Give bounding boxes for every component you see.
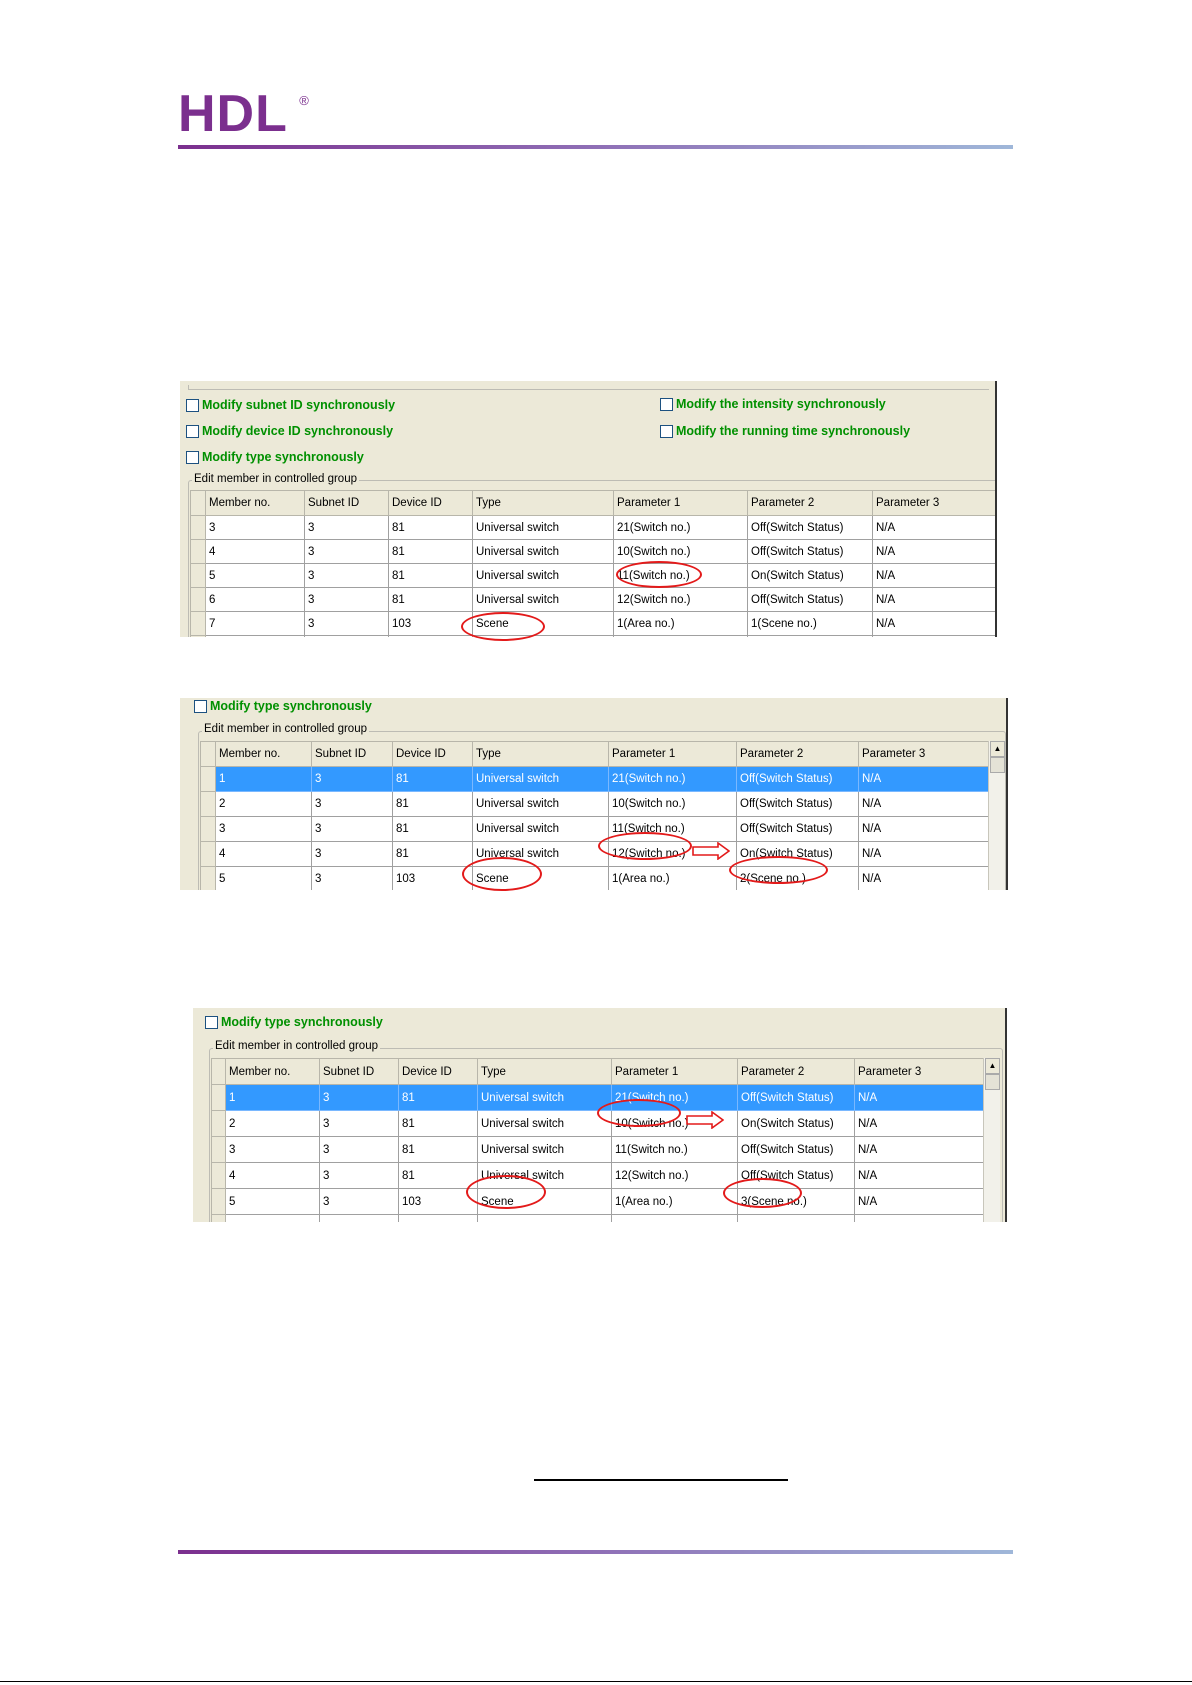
cell[interactable]: Universal switch	[478, 1111, 612, 1137]
underline	[534, 1479, 788, 1481]
cell[interactable]: 81	[389, 588, 473, 612]
cell[interactable]: 3	[312, 842, 393, 867]
row-header[interactable]	[201, 792, 216, 817]
cell[interactable]: 81	[399, 1137, 478, 1163]
cell[interactable]	[855, 1215, 984, 1223]
cell[interactable]	[748, 636, 873, 638]
cell[interactable]: 1(Area no.)	[612, 1189, 738, 1215]
cell[interactable]: Universal switch	[473, 564, 614, 588]
col-header[interactable]: Member no.	[226, 1059, 320, 1085]
cell[interactable]: 3	[305, 564, 389, 588]
col-header[interactable]: Device ID	[399, 1059, 478, 1085]
row-header[interactable]	[212, 1085, 226, 1111]
cell[interactable]: 3	[320, 1137, 399, 1163]
col-header[interactable]: Parameter 1	[609, 742, 737, 767]
table-row[interactable]	[201, 842, 989, 867]
cell[interactable]: 4	[206, 540, 305, 564]
cell[interactable]: Off(Switch Status)	[738, 1137, 855, 1163]
checkbox[interactable]	[660, 425, 673, 438]
footer-rule	[178, 1550, 1013, 1554]
cell[interactable]: 3	[320, 1189, 399, 1215]
cell[interactable]: On(Switch Status)	[737, 842, 859, 867]
table-row-selected[interactable]	[201, 767, 989, 792]
option-label: Modify the intensity synchronously	[676, 397, 886, 411]
row-header[interactable]	[212, 1189, 226, 1215]
cell[interactable]: 7	[206, 612, 305, 636]
cell[interactable]	[614, 636, 748, 638]
cell[interactable]: 81	[399, 1163, 478, 1189]
row-header[interactable]	[212, 1215, 226, 1223]
cell[interactable]: 11(Switch no.)	[614, 564, 748, 588]
cell[interactable]: 81	[389, 516, 473, 540]
cell[interactable]: N/A	[873, 516, 998, 540]
row-header[interactable]	[191, 636, 206, 638]
option-type[interactable]	[186, 450, 364, 464]
member-table	[211, 1058, 984, 1222]
option-subnet-id[interactable]	[186, 398, 395, 412]
checkbox[interactable]	[186, 451, 199, 464]
cell[interactable]: On(Switch Status)	[748, 564, 873, 588]
col-header[interactable]: Parameter 1	[612, 1059, 738, 1085]
row-header[interactable]	[191, 612, 206, 636]
vertical-scrollbar[interactable]	[983, 1058, 1000, 1222]
col-header[interactable]: Parameter 3	[855, 1059, 984, 1085]
group-title: Edit member in controlled group	[204, 723, 367, 735]
cell[interactable]: Universal switch	[473, 588, 614, 612]
header-row	[212, 1059, 984, 1085]
cell[interactable]: 10(Switch no.)	[614, 540, 748, 564]
cell[interactable]	[478, 1215, 612, 1223]
col-header[interactable]: Member no.	[206, 491, 305, 516]
cell[interactable]: 3	[305, 540, 389, 564]
option-type[interactable]	[194, 699, 372, 713]
cell[interactable]	[873, 636, 998, 638]
option-label: Modify the running time synchronously	[676, 424, 911, 438]
table-row[interactable]	[212, 1163, 984, 1189]
cell[interactable]: 3	[312, 817, 393, 842]
cell[interactable]: N/A	[859, 767, 989, 792]
cell[interactable]: N/A	[873, 540, 998, 564]
cell[interactable]: 5	[226, 1189, 320, 1215]
cell[interactable]: N/A	[859, 842, 989, 867]
cell[interactable]: 103	[393, 867, 473, 891]
col-header[interactable]: Subnet ID	[320, 1059, 399, 1085]
cell[interactable]: N/A	[855, 1085, 984, 1111]
checkbox[interactable]	[186, 399, 199, 412]
row-header[interactable]	[201, 817, 216, 842]
scroll-up-icon[interactable]: ▲	[990, 741, 1005, 757]
col-header[interactable]: Type	[473, 742, 609, 767]
cell[interactable]: 5	[206, 564, 305, 588]
cell[interactable]: 81	[393, 842, 473, 867]
col-header[interactable]: Parameter 3	[873, 491, 998, 516]
cell[interactable]: Universal switch	[478, 1137, 612, 1163]
cell[interactable]: 3	[305, 516, 389, 540]
cell[interactable]: 10(Switch no.)	[609, 792, 737, 817]
cell[interactable]: Scene	[478, 1189, 612, 1215]
option-label: Modify type synchronously	[221, 1015, 383, 1029]
member-table	[190, 490, 997, 637]
cell[interactable]	[305, 636, 389, 638]
cell[interactable]: 3	[305, 612, 389, 636]
table-row[interactable]	[212, 1137, 984, 1163]
col-header[interactable]: Subnet ID	[312, 742, 393, 767]
cell[interactable]: N/A	[873, 588, 998, 612]
cell[interactable]: 3	[305, 588, 389, 612]
cell[interactable]: Off(Switch Status)	[748, 588, 873, 612]
cell[interactable]: 12(Switch no.)	[612, 1163, 738, 1189]
cell[interactable]: 10(Switch no.)	[612, 1111, 738, 1137]
group-title: Edit member in controlled group	[194, 473, 357, 485]
cell[interactable]: 11(Switch no.)	[612, 1137, 738, 1163]
row-header[interactable]	[201, 767, 216, 792]
cell[interactable]: 81	[393, 817, 473, 842]
col-header[interactable]: Device ID	[389, 491, 473, 516]
cell[interactable]: 1	[216, 767, 312, 792]
cell[interactable]: N/A	[855, 1137, 984, 1163]
cell[interactable]: 81	[389, 540, 473, 564]
screenshot-2	[180, 698, 1008, 890]
checkbox[interactable]	[186, 425, 199, 438]
cell[interactable]: Universal switch	[478, 1163, 612, 1189]
col-header[interactable]: Parameter 2	[748, 491, 873, 516]
cell[interactable]: 3	[312, 767, 393, 792]
col-header[interactable]: Type	[473, 491, 614, 516]
row-header[interactable]	[191, 588, 206, 612]
row-header[interactable]	[191, 516, 206, 540]
cell[interactable]: N/A	[855, 1163, 984, 1189]
cell[interactable]: 3(Scene no.)	[738, 1189, 855, 1215]
cell[interactable]: 4	[226, 1163, 320, 1189]
cell[interactable]: 1	[226, 1085, 320, 1111]
logo-text: HDL	[178, 85, 288, 143]
cell[interactable]: Off(Switch Status)	[737, 817, 859, 842]
cell[interactable]: 1(Scene no.)	[748, 612, 873, 636]
cell[interactable]	[320, 1215, 399, 1223]
col-header[interactable]: Parameter 3	[859, 742, 989, 767]
table-row[interactable]	[191, 516, 998, 540]
cell[interactable]: 3	[206, 516, 305, 540]
cell[interactable]: 3	[226, 1137, 320, 1163]
group-title: Edit member in controlled group	[215, 1040, 378, 1052]
table-row[interactable]	[212, 1215, 984, 1223]
col-header[interactable]: Type	[478, 1059, 612, 1085]
option-label: Modify type synchronously	[202, 450, 364, 464]
table-row[interactable]	[191, 636, 998, 638]
option-label: Modify subnet ID synchronously	[202, 398, 396, 412]
cell[interactable]: 1(Area no.)	[614, 612, 748, 636]
registered-mark: ®	[299, 93, 310, 108]
cell[interactable]: N/A	[873, 612, 998, 636]
scroll-thumb[interactable]	[985, 1074, 1000, 1090]
header-row	[201, 742, 989, 767]
cell[interactable]: N/A	[859, 867, 989, 891]
cell[interactable]: 2(Scene no.)	[737, 867, 859, 891]
cell[interactable]: Off(Switch Status)	[738, 1085, 855, 1111]
cell[interactable]: Universal switch	[478, 1085, 612, 1111]
cell[interactable]: N/A	[859, 817, 989, 842]
screenshot-3	[193, 1008, 1007, 1222]
cell[interactable]: 103	[399, 1189, 478, 1215]
checkbox[interactable]	[205, 1016, 218, 1029]
cell[interactable]: Universal switch	[473, 767, 609, 792]
row-header-corner	[212, 1059, 226, 1085]
cell[interactable]: 2	[216, 792, 312, 817]
checkbox[interactable]	[660, 398, 673, 411]
page-edge-line	[0, 1681, 1192, 1682]
cell[interactable]: Universal switch	[473, 817, 609, 842]
cell[interactable]: Off(Switch Status)	[748, 516, 873, 540]
row-header[interactable]	[212, 1111, 226, 1137]
table-row[interactable]	[191, 540, 998, 564]
table-row[interactable]	[191, 612, 998, 636]
col-header[interactable]: Member no.	[216, 742, 312, 767]
table-row[interactable]	[201, 817, 989, 842]
cell[interactable]: 81	[389, 564, 473, 588]
cell[interactable]: 4	[216, 842, 312, 867]
option-label: Modify type synchronously	[210, 699, 372, 713]
row-header[interactable]	[212, 1163, 226, 1189]
cell[interactable]: 81	[393, 792, 473, 817]
table-row[interactable]	[201, 792, 989, 817]
row-header-corner	[191, 491, 206, 516]
cell[interactable]: 81	[399, 1111, 478, 1137]
cell[interactable]: Off(Switch Status)	[737, 767, 859, 792]
cell[interactable]: 103	[389, 612, 473, 636]
cell[interactable]: 81	[393, 767, 473, 792]
row-header[interactable]	[191, 564, 206, 588]
cell[interactable]: 11(Switch no.)	[609, 817, 737, 842]
cell[interactable]: Off(Switch Status)	[738, 1163, 855, 1189]
cell[interactable]: Scene	[473, 867, 609, 891]
row-header[interactable]	[201, 867, 216, 891]
cell[interactable]	[206, 636, 305, 638]
cell[interactable]: 21(Switch no.)	[609, 767, 737, 792]
cell[interactable]: N/A	[855, 1189, 984, 1215]
cell[interactable]: 3	[320, 1111, 399, 1137]
table-row[interactable]	[191, 564, 998, 588]
vertical-scrollbar[interactable]	[988, 741, 1005, 890]
cell[interactable]: 2	[226, 1111, 320, 1137]
table-row[interactable]	[212, 1189, 984, 1215]
cell[interactable]: 21(Switch no.)	[612, 1085, 738, 1111]
row-header-corner	[201, 742, 216, 767]
col-header[interactable]: Parameter 2	[737, 742, 859, 767]
member-table	[200, 741, 989, 890]
cell[interactable]: 12(Switch no.)	[614, 588, 748, 612]
upper-groupbox-edge	[188, 385, 989, 390]
table-row[interactable]	[212, 1111, 984, 1137]
cell[interactable]: Universal switch	[473, 516, 614, 540]
cell[interactable]: Universal switch	[473, 540, 614, 564]
cell[interactable]: 3	[320, 1085, 399, 1111]
scroll-thumb[interactable]	[990, 757, 1005, 773]
hdl-logo	[178, 85, 310, 143]
option-device-id[interactable]	[186, 424, 393, 438]
checkbox[interactable]	[194, 700, 207, 713]
cell[interactable]: 1(Area no.)	[609, 867, 737, 891]
cell[interactable]: Scene	[473, 612, 614, 636]
row-header[interactable]	[191, 540, 206, 564]
cell[interactable]: 3	[312, 867, 393, 891]
header-row	[191, 491, 998, 516]
cell[interactable]: Universal switch	[473, 842, 609, 867]
col-header[interactable]: Parameter 2	[738, 1059, 855, 1085]
option-intensity[interactable]	[660, 397, 886, 411]
cell[interactable]: N/A	[859, 792, 989, 817]
cell[interactable]	[389, 636, 473, 638]
option-running-time[interactable]	[660, 424, 910, 438]
row-header[interactable]	[201, 842, 216, 867]
option-type[interactable]	[205, 1015, 383, 1029]
cell[interactable]: 21(Switch no.)	[614, 516, 748, 540]
cell[interactable]	[473, 636, 614, 638]
cell[interactable]: N/A	[855, 1111, 984, 1137]
cell[interactable]: Off(Switch Status)	[737, 792, 859, 817]
col-header[interactable]: Device ID	[393, 742, 473, 767]
cell[interactable]: 6	[206, 588, 305, 612]
cell[interactable]: 3	[216, 817, 312, 842]
row-header[interactable]	[212, 1137, 226, 1163]
table-row-selected[interactable]	[212, 1085, 984, 1111]
cell[interactable]: On(Switch Status)	[738, 1111, 855, 1137]
cell[interactable]	[226, 1215, 320, 1223]
cell[interactable]: N/A	[873, 564, 998, 588]
cell[interactable]: 5	[216, 867, 312, 891]
cell[interactable]	[399, 1215, 478, 1223]
header-rule	[178, 145, 1013, 149]
cell[interactable]: 3	[312, 792, 393, 817]
table-row[interactable]	[191, 588, 998, 612]
cell[interactable]: Off(Switch Status)	[748, 540, 873, 564]
cell[interactable]: 3	[320, 1163, 399, 1189]
cell[interactable]: Universal switch	[473, 792, 609, 817]
cell[interactable]: 81	[399, 1085, 478, 1111]
screenshot-1	[180, 381, 997, 637]
table-row[interactable]	[201, 867, 989, 891]
scroll-up-icon[interactable]: ▲	[985, 1058, 1000, 1074]
cell[interactable]: 12(Switch no.)	[609, 842, 737, 867]
col-header[interactable]: Parameter 1	[614, 491, 748, 516]
cell[interactable]	[738, 1215, 855, 1223]
cell[interactable]	[612, 1215, 738, 1223]
col-header[interactable]: Subnet ID	[305, 491, 389, 516]
option-label: Modify device ID synchronously	[202, 424, 394, 438]
